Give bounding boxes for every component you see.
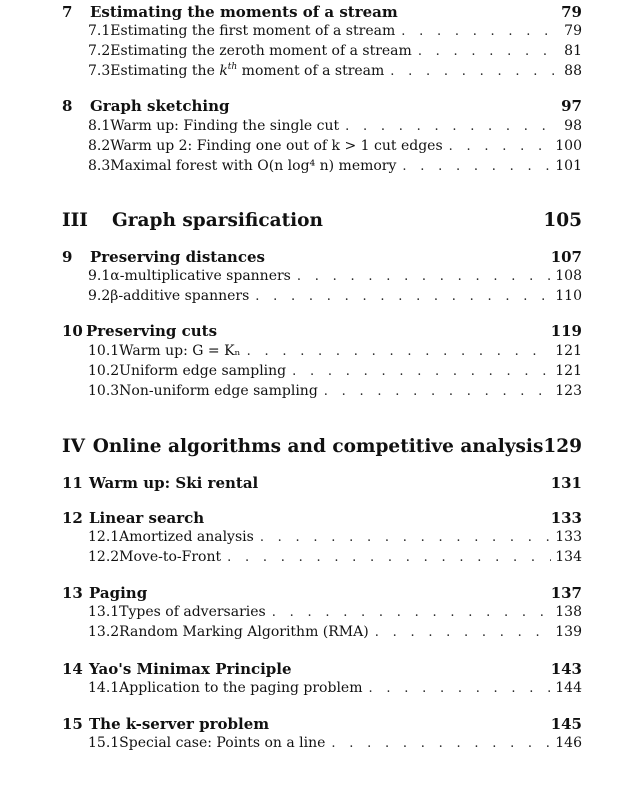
dot-leader: [390, 64, 560, 79]
section-title: Estimating the $k^{th}$ moment of a stream: [110, 62, 385, 79]
part-number: III: [62, 210, 88, 231]
page-number: 100: [555, 138, 582, 154]
toc-section-9-2[interactable]: [0, 288, 626, 304]
section-number: 12.1: [88, 529, 120, 545]
dot-leader: [402, 159, 551, 174]
page-number: 119: [550, 322, 582, 340]
chapter-title: Warm up: Ski rental: [89, 474, 259, 492]
toc-section-12-2[interactable]: [0, 549, 626, 565]
page-number: 107: [550, 248, 582, 266]
dot-leader: [247, 344, 552, 359]
section-title: Special case: Points on a line: [119, 735, 326, 751]
toc-chapter-11[interactable]: 11 Warm up: Ski rental 131: [62, 474, 582, 492]
section-title: Estimating the zeroth moment of a stream: [110, 43, 412, 59]
page-number: 133: [550, 509, 582, 527]
page-number: 139: [555, 624, 582, 640]
dot-leader: [255, 289, 551, 304]
toc-section-7-2[interactable]: [0, 43, 626, 59]
part-title: Online algorithms and competitive analysis: [92, 436, 544, 457]
page-number: 98: [564, 118, 582, 134]
dot-leader: [331, 736, 551, 751]
toc-section-10-2[interactable]: [0, 363, 626, 379]
page-number: 108: [555, 268, 582, 284]
chapter-title: Yao's Minimax Principle: [89, 660, 292, 678]
chapter-number: 9: [62, 248, 73, 266]
chapter-title: Linear search: [89, 509, 205, 527]
page-number: 131: [550, 474, 582, 492]
dot-leader: [297, 269, 551, 284]
page-number: 146: [555, 735, 582, 751]
chapter-title: Estimating the moments of a stream: [90, 3, 398, 21]
toc-section-13-2[interactable]: [0, 624, 626, 640]
dot-leader: [418, 44, 560, 59]
toc-part-iv[interactable]: [0, 436, 626, 457]
section-title: Non-uniform edge sampling: [119, 383, 318, 399]
section-number: 13.1: [88, 604, 120, 620]
page-number: 138: [555, 604, 582, 620]
page-number: 134: [555, 549, 582, 565]
dot-leader: [401, 24, 560, 39]
toc-section-9-1[interactable]: [0, 268, 626, 284]
page-number: 133: [555, 529, 582, 545]
section-title: Estimating the first moment of a stream: [110, 23, 396, 39]
toc-section-8-3[interactable]: [0, 158, 626, 174]
page-number: 79: [561, 3, 582, 21]
dot-leader: [227, 550, 551, 565]
page-number: 123: [555, 383, 582, 399]
dot-leader: [345, 119, 560, 134]
section-title: Warm up 2: Finding one out of k > 1 cut edges: [110, 138, 443, 154]
page-number: 137: [550, 584, 582, 602]
section-number: 7.2: [88, 43, 111, 59]
page-number: 143: [550, 660, 582, 678]
chapter-title: Preserving distances: [90, 248, 265, 266]
dot-leader: [449, 139, 552, 154]
toc-section-8-1[interactable]: [0, 118, 626, 134]
section-title: Move-to-Front: [119, 549, 222, 565]
part-number: IV: [62, 436, 86, 457]
section-number: 8.3: [88, 158, 111, 174]
toc-chapter-13[interactable]: 13 Paging 137: [62, 584, 582, 602]
section-number: 15.1: [88, 735, 120, 751]
dot-leader: [260, 530, 551, 545]
section-number: 9.2: [88, 288, 111, 304]
section-title: Warm up: G = Kₙ: [119, 343, 241, 359]
section-number: 14.1: [88, 680, 120, 696]
chapter-title: The k-server problem: [89, 715, 270, 733]
section-title: β-additive spanners: [110, 288, 250, 304]
toc-part-iii[interactable]: [0, 210, 626, 231]
section-number: 9.1: [88, 268, 111, 284]
chapter-title: Paging: [89, 584, 148, 602]
page-number: 129: [543, 436, 582, 457]
section-number: 12.2: [88, 549, 120, 565]
section-number: 7.1: [88, 23, 111, 39]
section-title: Types of adversaries: [119, 604, 266, 620]
toc-section-14-1[interactable]: [0, 680, 626, 696]
page-number: 121: [555, 363, 582, 379]
section-title: Application to the paging problem: [119, 680, 363, 696]
toc-section-10-3[interactable]: [0, 383, 626, 399]
page-number: 110: [555, 288, 582, 304]
toc-section-10-1[interactable]: [0, 343, 626, 359]
section-number: 8.1: [88, 118, 111, 134]
toc-chapter-9[interactable]: [0, 248, 626, 266]
section-number: 10.2: [88, 363, 120, 379]
toc-section-7-1[interactable]: [0, 23, 626, 39]
toc-section-7-3[interactable]: [0, 63, 626, 79]
dot-leader: [324, 384, 551, 399]
section-number: 8.2: [88, 138, 111, 154]
section-number: 10.1: [88, 343, 120, 359]
section-title: Maximal forest with O(n log⁴ n) memory: [110, 158, 397, 174]
toc-chapter-15[interactable]: 15 The k-server problem 145: [62, 715, 582, 733]
page-number: 145: [550, 715, 582, 733]
section-title: Random Marking Algorithm (RMA): [119, 624, 369, 640]
page-number: 144: [555, 680, 582, 696]
toc-chapter-7[interactable]: [0, 3, 626, 21]
part-title: Graph sparsification: [112, 210, 323, 231]
chapter-number: 7: [62, 3, 73, 21]
section-number: 7.3: [88, 63, 111, 79]
section-number: 13.2: [88, 624, 120, 640]
page-number: 101: [555, 158, 582, 174]
toc-chapter-14[interactable]: 14 Yao's Minimax Principle 143: [62, 660, 582, 678]
page-number: 79: [564, 23, 582, 39]
toc-section-15-1[interactable]: [0, 735, 626, 751]
section-title: Uniform edge sampling: [119, 363, 287, 379]
chapter-number: 8: [62, 97, 73, 115]
toc-chapter-8[interactable]: [0, 97, 626, 115]
page-number: 105: [543, 210, 582, 231]
section-number: 10.3: [88, 383, 120, 399]
dot-leader: [272, 605, 552, 620]
toc-chapter-12[interactable]: 12 Linear search 133: [62, 509, 582, 527]
toc-section-13-1[interactable]: [0, 604, 626, 620]
dot-leader: [292, 364, 551, 379]
chapter-title: Preserving cuts: [86, 322, 218, 340]
toc-chapter-10[interactable]: 10 Preserving cuts 119: [62, 322, 582, 340]
toc-section-8-2[interactable]: [0, 138, 626, 154]
toc-section-12-1[interactable]: [0, 529, 626, 545]
page-number: 88: [564, 63, 582, 79]
section-title: Warm up: Finding the single cut: [110, 118, 340, 134]
page-number: 121: [555, 343, 582, 359]
chapter-title: Graph sketching: [90, 97, 230, 115]
section-title: α-multiplicative spanners: [110, 268, 291, 284]
page-number: 81: [564, 43, 582, 59]
page-number: 97: [561, 97, 582, 115]
dot-leader: [369, 681, 552, 696]
dot-leader: [375, 625, 552, 640]
section-title: Amortized analysis: [119, 529, 254, 545]
